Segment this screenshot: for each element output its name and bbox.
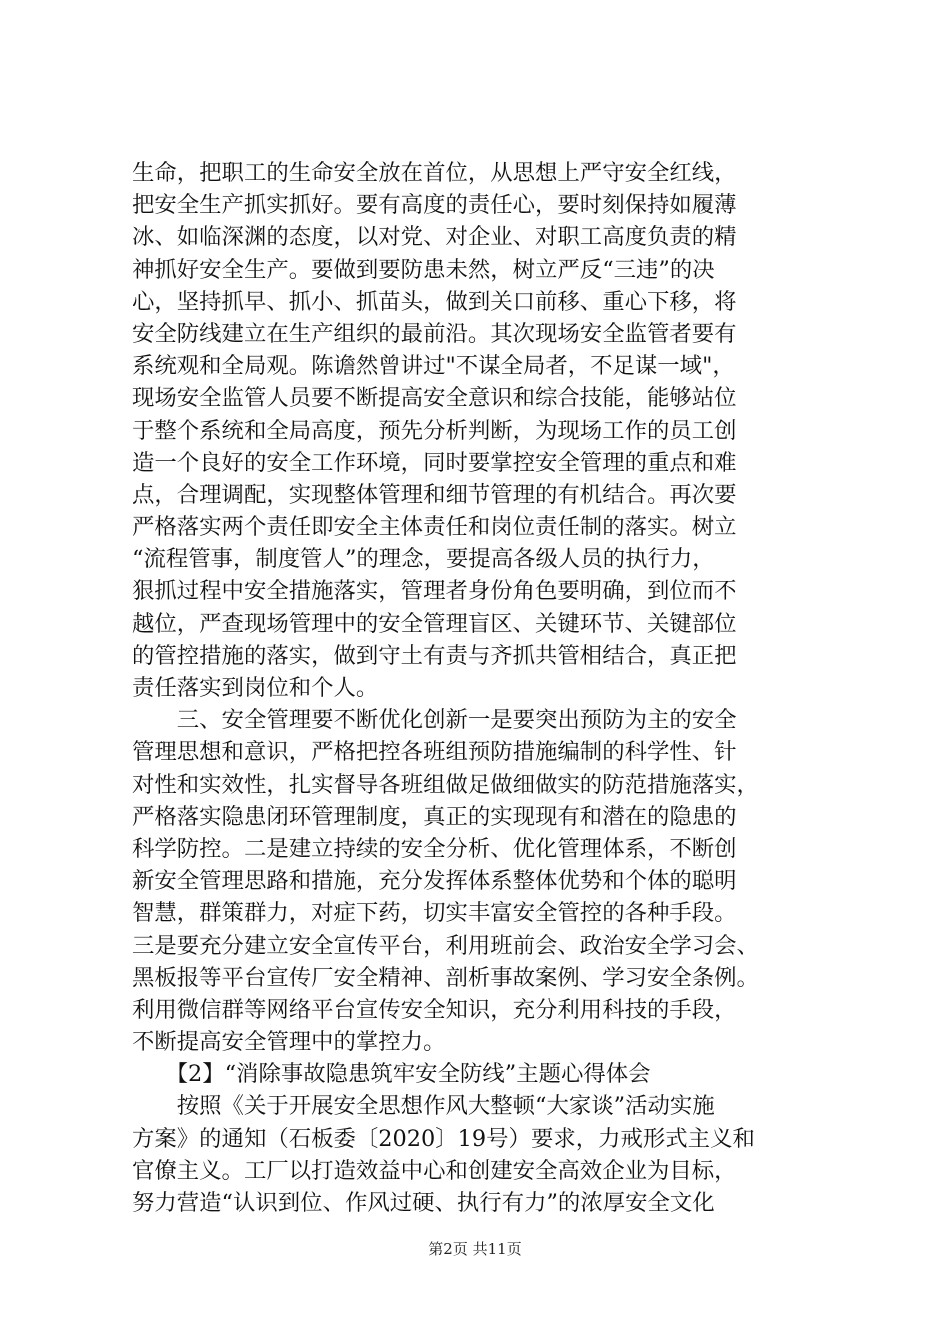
text-line: 责任落实到岗位和个人。 — [132, 675, 379, 701]
text-line: 严格落实两个责任即安全主体责任和岗位责任制的落实。树立 — [132, 514, 737, 541]
text-line: 不断提高安全管理中的掌控力。 — [132, 1029, 446, 1056]
text-line: 狠抓过程中安全措施落实，管理者身份角色要明确，到位而不 — [132, 578, 737, 605]
text-line: 严格落实隐患闭环管理制度，真正的实现现有和潜在的隐患的 — [132, 803, 737, 830]
text-line: 黑板报等平台宣传厂安全精神、剖析事故案例、学习安全条例。 — [132, 964, 759, 991]
text-line: “流程管事，制度管人”的理念，要提高各级人员的执行力， — [132, 546, 715, 573]
page-footer — [0, 1239, 950, 1259]
text-line: 造一个良好的安全工作环境，同时要掌控安全管理的重点和难 — [132, 449, 737, 476]
article-title-line: 【2】“消除事故隐患筑牢安全防线”主题心得体会 — [132, 1061, 651, 1088]
text-line: 安全防线建立在生产组织的最前沿。其次现场安全监管者要有 — [132, 320, 737, 347]
text-line: 现场安全监管人员要不断提高安全意识和综合技能，能够站位 — [132, 385, 737, 412]
text-line: 按照《关于开展安全思想作风大整顿“大家谈”活动实施 — [132, 1093, 715, 1120]
page-number: 第2页 共11页 — [428, 1240, 522, 1258]
text-line: 点，合理调配，实现整体管理和细节管理的有机结合。再次要 — [132, 481, 737, 508]
text-line: 把安全生产抓实抓好。要有高度的责任心，要时刻保持如履薄 — [132, 192, 737, 219]
text-line: 的管控措施的落实，做到守土有责与齐抓共管相结合，真正把 — [132, 642, 737, 669]
text-line: 努力营造“认识到位、作风过硬、执行有力”的浓厚安全文化 — [132, 1190, 715, 1216]
text-line: 于整个系统和全局高度，预先分析判断，为现场工作的员工创 — [132, 417, 737, 444]
body-text — [132, 157, 832, 1219]
text-line: 越位，严查现场管理中的安全管理盲区、关键环节、关键部位 — [132, 610, 737, 637]
text-line: 科学防控。二是建立持续的安全分析、优化管理体系，不断创 — [132, 835, 737, 862]
text-line: 智慧，群策群力，对症下药，切实丰富安全管控的各种手段。 — [132, 900, 737, 927]
text-line: 生命，把职工的生命安全放在首位，从思想上严守安全红线， — [132, 160, 737, 186]
text-line: 三是要充分建立安全宣传平台，利用班前会、政治安全学习会、 — [132, 932, 759, 959]
text-line: 新安全管理思路和措施，充分发挥体系整体优势和个体的聪明 — [132, 868, 737, 895]
text-line: 神抓好安全生产。要做到要防患未然，树立严反“三违”的决 — [132, 256, 715, 283]
text-line: 官僚主义。工厂以打造效益中心和创建安全高效企业为目标， — [132, 1157, 737, 1184]
text-line: 对性和实效性，扎实督导各班组做足做细做实的防范措施落实， — [132, 771, 759, 798]
text-line: 冰、如临深渊的态度，以对党、对企业、对职工高度负责的精 — [132, 224, 737, 251]
text-line: 心，坚持抓早、抓小、抓苗头，做到关口前移、重心下移，将 — [132, 288, 737, 315]
text-line: 管理思想和意识，严格把控各班组预防措施编制的科学性、针 — [132, 739, 737, 766]
text-line: 系统观和全局观。陈谵然曾讲过"不谋全局者，不足谋一域"， — [132, 353, 735, 380]
section-heading-line: 三、安全管理要不断优化创新一是要突出预防为主的安全 — [132, 707, 737, 734]
text-line: 方案》的通知（石板委〔2020〕19号）要求，力戒形式主义和 — [132, 1125, 755, 1152]
text-line: 利用微信群等网络平台宣传安全知识，充分利用科技的手段， — [132, 996, 737, 1023]
